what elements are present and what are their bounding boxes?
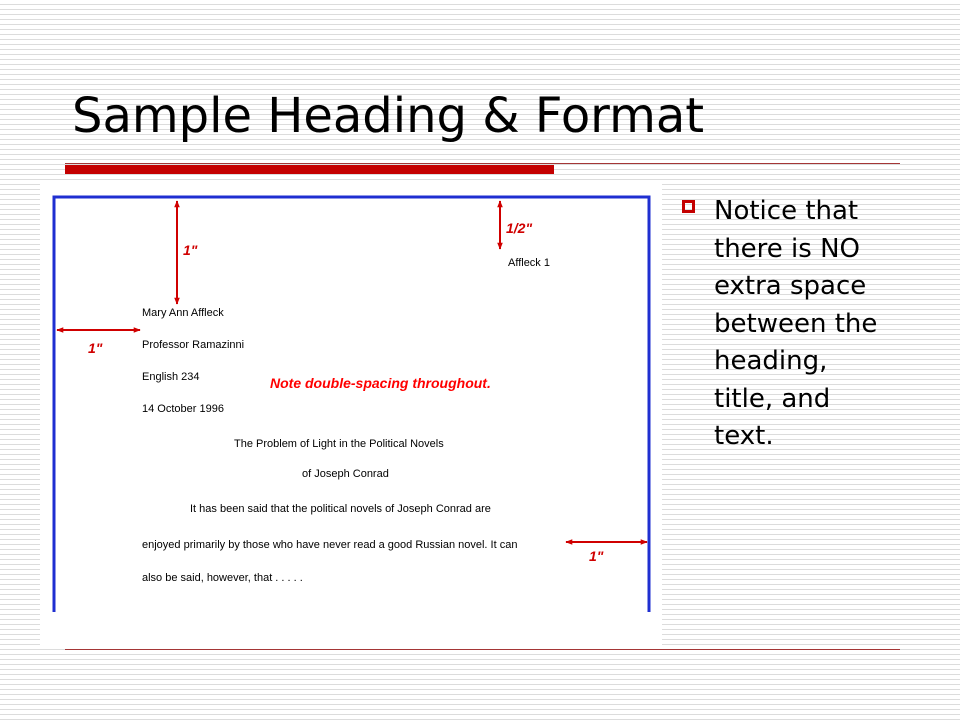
body-text-line: also be said, however, that . . . . .	[142, 572, 303, 584]
heading-line: Mary Ann Affleck	[142, 307, 224, 319]
heading-line: English 234	[142, 371, 200, 383]
left-margin-label: 1"	[88, 340, 103, 356]
paper-title-line: of Joseph Conrad	[302, 468, 389, 480]
footer-divider-line	[65, 649, 900, 650]
slide-title: Sample Heading & Format	[72, 88, 705, 144]
body-text-line: enjoyed primarily by those who have never read a good Russian novel. It can	[142, 539, 518, 551]
header-margin-label: 1/2"	[506, 220, 533, 236]
body-text-line: It has been said that the political novels of Joseph Conrad are	[190, 503, 491, 515]
bullet-text: Notice that there is NO extra space between the heading, title, and text.	[714, 196, 878, 451]
title-divider-line	[65, 163, 900, 164]
paper-title-line: The Problem of Light in the Political Novels	[234, 438, 444, 450]
sample-page-figure	[40, 180, 662, 645]
title-accent-bar	[65, 165, 554, 174]
right-margin-label: 1"	[589, 548, 604, 564]
top-margin-label: 1"	[183, 242, 198, 258]
heading-line: 14 October 1996	[142, 403, 224, 415]
double-spacing-note: Note double-spacing throughout.	[270, 375, 491, 391]
square-bullet-icon	[682, 200, 695, 213]
sample-page-diagram	[40, 180, 662, 645]
page-header-text: Affleck 1	[508, 257, 550, 269]
heading-line: Professor Ramazinni	[142, 339, 245, 351]
